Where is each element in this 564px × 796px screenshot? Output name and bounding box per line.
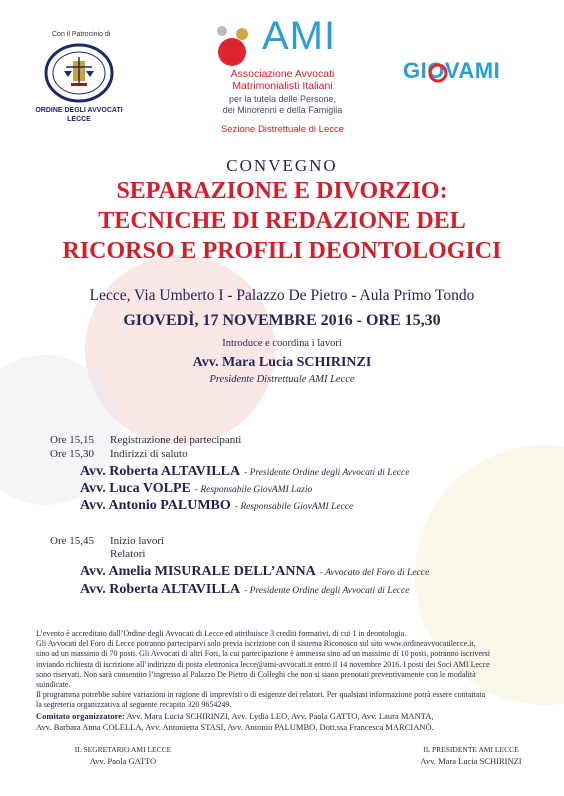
note-line: sono riservati. Non sarà consentito l’ingresso al Palazzo De Pietro di Colleghi che non si siano prenotati preventivamente con le modalità (36, 669, 476, 679)
schedule-label-2: Indirizzi di saluto (110, 448, 188, 460)
note-line: Il programma potrebbe subire variazioni in ragione di imprevisti o di esigenze dei relatori. Per qualsiasi informazione potrà essere contattata (36, 690, 486, 700)
greeting-role: - Responsabile GiovAMI Lazio (194, 485, 313, 495)
speaker-name: Avv. Roberta ALTAVILLA (80, 582, 241, 597)
committee-label: Comitato organizzatore: (36, 711, 125, 721)
secretary-title: IL SEGRETARIO AMI LECCE (74, 745, 172, 754)
ami-name-line-3: per la tutela delle Persone, (228, 94, 337, 104)
ami-logo-text: AMI (262, 14, 337, 58)
note-line: la segreteria organizzativa al seguente recapito 320 9654249. (36, 700, 232, 710)
event-title-line-2: TECNICHE DI REDAZIONE DEL (98, 208, 466, 234)
committee-line-2: Avv. Barbara Anna COLELLA, Avv. Antonietta STASI, Avv. Antonio PALUMBO, Dott.ssa Francesca MARCIANÒ. (36, 722, 434, 732)
greeting-row (80, 479, 312, 497)
order-city: LECCE (67, 116, 91, 123)
note-line: Gli Avvocati del Foro di Lecce potranno parteciparvi solo previa iscrizione con il sistema Riconosco sul sito www.ordineavvocatilecce.it, (36, 639, 476, 649)
giovami-logo: GIOVAMI (403, 58, 501, 83)
moderator-role: Presidente Distrettuale AMI Lecce (209, 374, 355, 385)
committee-block (36, 711, 546, 733)
president-title: IL PRESIDENTE AMI LECCE (423, 745, 519, 754)
moderator-name: Avv. Mara Lucia SCHIRINZI (192, 355, 372, 370)
event-title-line-1: SEPARAZIONE E DIVORZIO: (116, 178, 448, 204)
giovami-logo-icon (428, 61, 448, 83)
event-datetime: GIOVEDÌ, 17 NOVEMBRE 2016 - ORE 15,30 (123, 312, 441, 329)
event-venue: Lecce, Via Umberto I - Palazzo De Pietro - Aula Primo Tondo (89, 287, 475, 304)
speaker-name: Avv. Amelia MISURALE DELL’ANNA (80, 564, 316, 579)
greeting-name: Avv. Luca VOLPE (80, 481, 191, 496)
committee-line-1: Avv. Mara Lucia SCHIRINZI, Avv. Lydia LEO, Avv. Paola GATTO, Avv. Laura MANTA, (126, 711, 434, 721)
ami-name-line-2: Matrimonialisti Italiani (232, 80, 333, 92)
notes-block (36, 629, 541, 711)
schedule-time-2: Ore 15,30 (50, 448, 94, 460)
secretary-name: Avv. Paola GATTO (89, 756, 157, 766)
order-seal (40, 43, 118, 103)
greeting-row (80, 462, 409, 480)
schedule-label-1: Registrazione dei partecipanti (110, 434, 242, 446)
president-name: Avv. Mara Lucia SCHIRINZI (420, 756, 522, 766)
ami-section: Sezione Distrettuale di Lecce (220, 124, 345, 135)
event-kind: CONVEGNO (226, 156, 338, 175)
greeting-name: Avv. Antonio PALUMBO (80, 498, 231, 513)
note-line: suindicate. (36, 680, 71, 690)
patronage-label: Con il Patrocinio di (52, 31, 111, 38)
speaker-role: - Presidente Ordine degli Avvocati di Lecce (244, 586, 410, 596)
greeting-row (80, 496, 353, 514)
schedule-time-3: Ore 15,45 (50, 535, 94, 547)
greeting-role: - Responsabile GiovAMI Lecce (234, 502, 354, 512)
speaker-role: - Avvocato del Foro di Lecce (319, 568, 430, 578)
ami-emblem-icon (206, 22, 266, 72)
intro-label: Introduce e coordina i lavori (222, 338, 342, 349)
greeting-name: Avv. Roberta ALTAVILLA (80, 464, 241, 479)
schedule-time-1: Ore 15,15 (50, 434, 94, 446)
speakers-label: Relatori (110, 548, 146, 560)
note-line: sino ad un massimo di 70 posti. Gli Avvocati di altri Fori, la cui partecipazione è ammessa sino ad un massimo di 10 posti, potranno iscriversi (36, 649, 490, 659)
order-name: ORDINE DEGLI AVVOCATI (35, 107, 123, 114)
greeting-role: - Presidente Ordine degli Avvocati di Lecce (244, 468, 410, 478)
schedule-label-3: Inizio lavori (110, 535, 165, 547)
ami-emblem (206, 22, 266, 72)
order-seal-icon (40, 43, 118, 103)
note-line: inviando richiesta di iscrizione all’indirizzo di posta elettronica lecce@ami-avvocati.it entro il 14 novembre 2016. I posti dei Soci AMI Lecce (36, 659, 490, 669)
ami-name-line-4: dei Minorenni e della Famiglia (222, 105, 343, 115)
note-line: L’evento è accreditato dall’Ordine degli Avvocati di Lecce ed attribuisce 3 crediti formativi, di cui 1 in deontologia. (36, 629, 407, 638)
event-title-line-3: RICORSO E PROFILI DEONTOLOGICI (62, 238, 502, 264)
speaker-row (80, 580, 409, 598)
speaker-row (80, 562, 429, 580)
ami-name-line-1: Associazione Avvocati (230, 68, 335, 80)
